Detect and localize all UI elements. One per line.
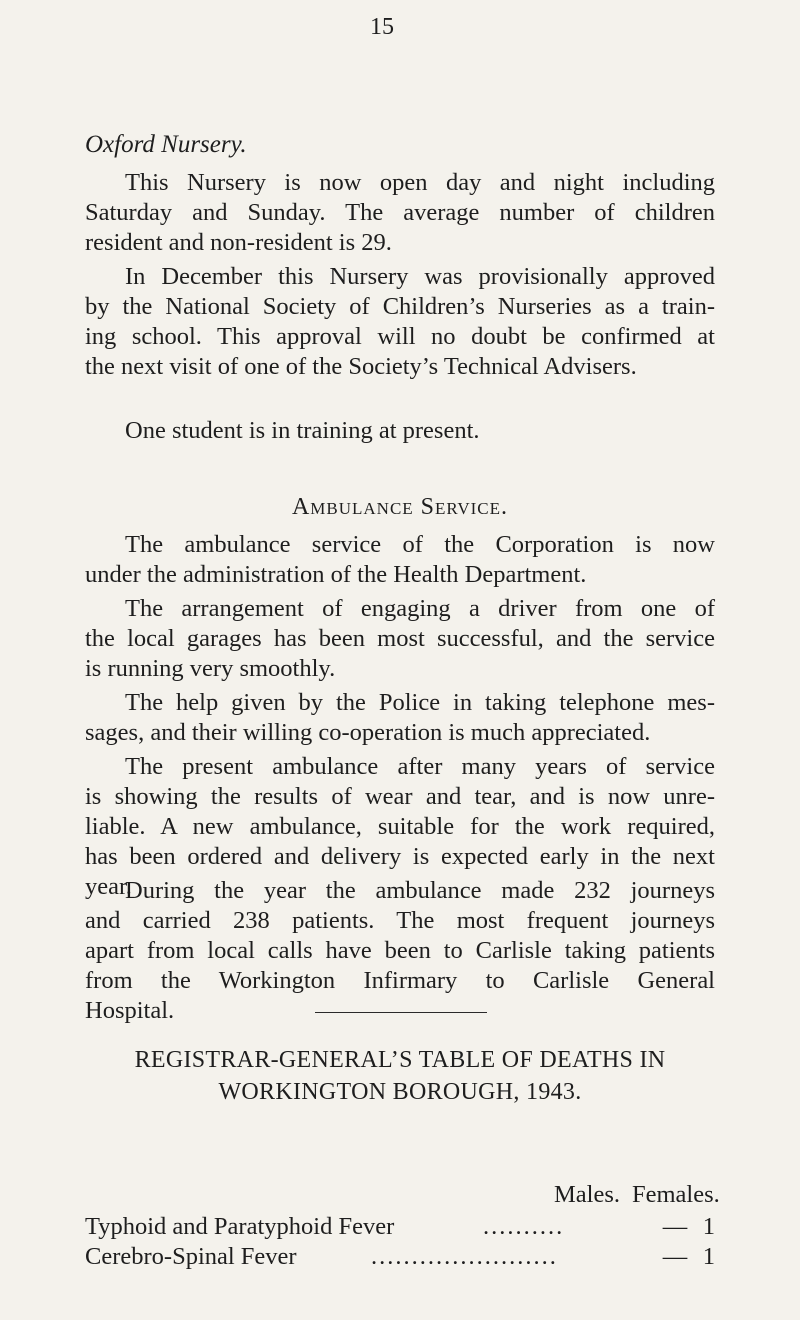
column-header-males: Males. [554, 1181, 620, 1208]
text-line: The ambulance service of the Corporation is now [125, 531, 715, 558]
text-line: has been ordered and delivery is expected early in the next [85, 843, 715, 870]
leader-dots: .......... [483, 1213, 565, 1240]
ambulance-service-heading: Ambulance Service. [291, 494, 509, 520]
table-row [85, 1212, 715, 1242]
page-number: 15 [370, 14, 394, 40]
females-value: 1 [702, 1213, 715, 1240]
text-line: apart from local calls have been to Carlisle taking patients [85, 937, 715, 964]
row-label: Cerebro-Spinal Fever [85, 1243, 297, 1270]
males-value: — [662, 1213, 688, 1240]
text-line: This Nursery is now open day and night including [125, 169, 715, 196]
text-line: under the administration of the Health Department. [85, 561, 587, 588]
text-line: The arrangement of engaging a driver from one of [125, 595, 715, 622]
text-line: Saturday and Sunday. The average number of children [85, 199, 715, 226]
text-line: is running very smoothly. [85, 655, 336, 682]
text-line: During the year the ambulance made 232 journeys [125, 877, 715, 904]
text-line: The present ambulance after many years of service [125, 753, 715, 780]
text-line: and carried 238 patients. The most frequent journeys [85, 907, 715, 934]
text-line: the next visit of one of the Society’s Technical Advisers. [85, 353, 637, 380]
table-title-line-1: REGISTRAR-GENERAL’S TABLE OF DEATHS IN [134, 1047, 666, 1073]
text-line: the local garages has been most successful, and the service [85, 625, 715, 652]
text-line: liable. A new ambulance, suitable for the work required, [85, 813, 715, 840]
text-line: Hospital. [85, 997, 175, 1024]
text-line: resident and non-resident is 29. [85, 229, 392, 256]
text-line: In December this Nursery was provisionally approved [125, 263, 715, 290]
text-line: by the National Society of Children’s Nurseries as a train- [85, 293, 715, 320]
text-line: is showing the results of wear and tear, and is now unre- [85, 783, 715, 810]
males-value: — [662, 1243, 688, 1270]
oxford-nursery-heading: Oxford Nursery. [85, 131, 247, 158]
column-header-females: Females. [632, 1181, 720, 1208]
section-divider [315, 1012, 487, 1013]
row-label: Typhoid and Paratyphoid Fever [85, 1213, 395, 1240]
leader-dots: ....................... [371, 1243, 558, 1270]
text-line: sages, and their willing co-operation is much appreciated. [85, 719, 651, 746]
text-line: year. [85, 873, 132, 900]
text-line: ing school. This approval will no doubt be confirmed at [85, 323, 715, 350]
table-title-line-2: WORKINGTON BOROUGH, 1943. [218, 1079, 582, 1105]
table-row [85, 1242, 715, 1272]
text-line: The help given by the Police in taking telephone mes- [125, 689, 715, 716]
text-line: from the Workington Infirmary to Carlisle General [85, 967, 715, 994]
text-line: One student is in training at present. [125, 417, 480, 444]
females-value: 1 [702, 1243, 715, 1270]
